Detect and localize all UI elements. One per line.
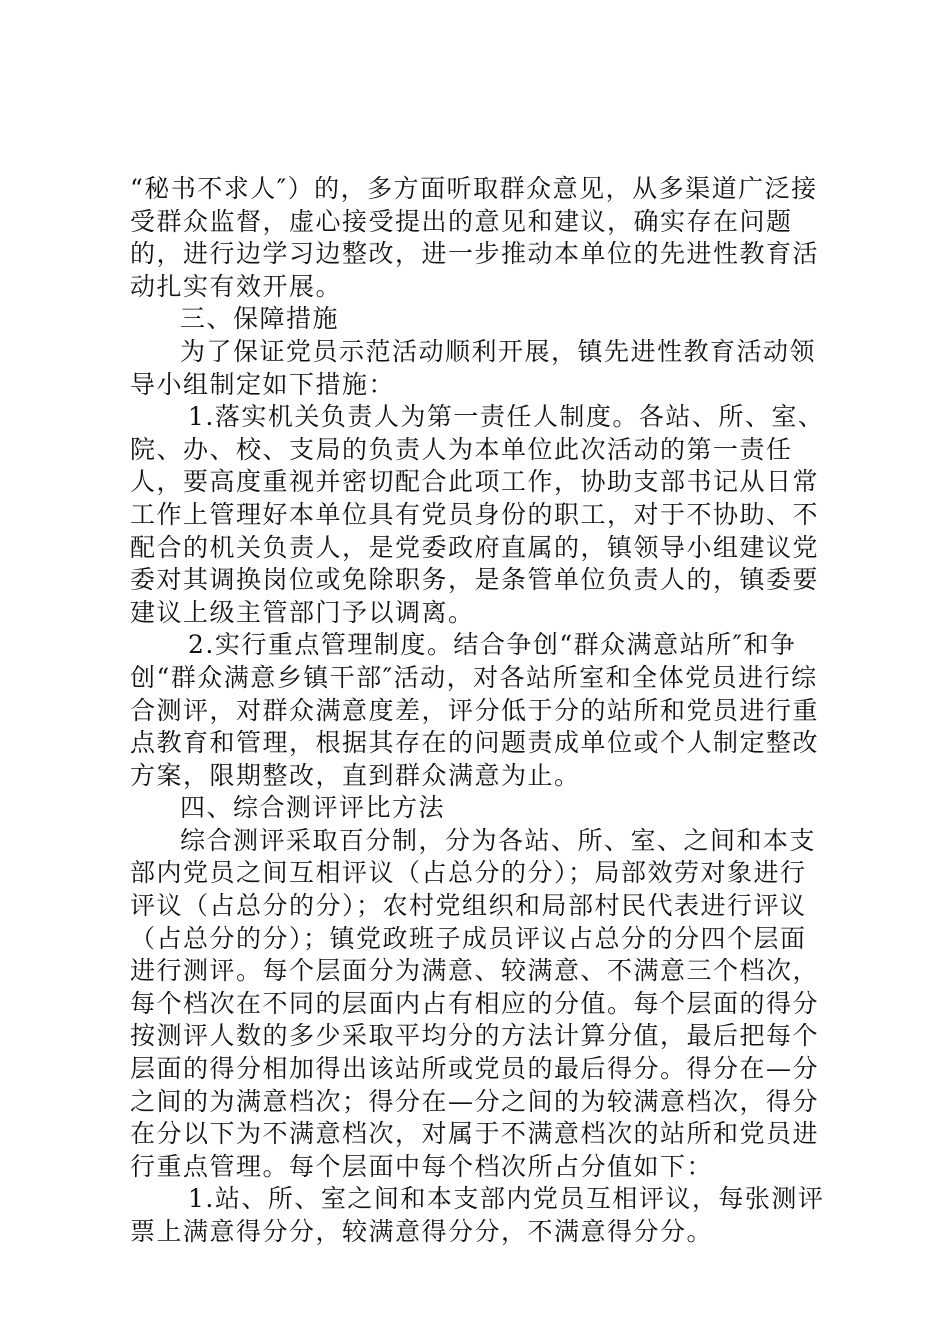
section-heading-evaluation: 四、综合测评评比方法 — [180, 793, 446, 823]
paragraph-evaluation-item-1: 1.站、所、室之间和本支部内党员互相评议，每张测评票上满意得分分，较满意得分分，不满意得分分。 — [130, 1184, 825, 1246]
paragraph-evaluation-method: 综合测评采取百分制，分为各站、所、室、之间和本支部内党员之间互相评议（占总分的分）；局部效劳对象进行评议（占总分的分）；农村党组织和局部村民代表进行评议（占总分的分）；镇党政班子成员评议占总分的分四个层面进行测评。每个层面分为满意、较满意、不满意三个档次，每个档次在不同的层面内占有相应的分值。每个层面的得分按测评人数的多少采取平均分的方法计算分值，最后把每个层面的得分相加得出该站所或党员的最后得分。得分在—分之间的为满意档次；得分在—分之间的为较满意档次，得分在分以下为不满意档次，对属于不满意档次的站所和党员进行重点管理。每个层面中每个档次所占分值如下： — [130, 825, 820, 1181]
document-body — [130, 173, 830, 1249]
section-heading-safeguards: 三、保障措施 — [180, 304, 340, 334]
paragraph-safeguards-intro: 为了保证党员示范活动顺利开展，镇先进性教育活动领导小组制定如下措施： — [130, 336, 817, 399]
paragraph-continuation: “秘书不求人″）的，多方面听取群众意见，从多渠道广泛接受群众监督，虚心接受提出的意见和建议，确实存在问题的，进行边学习边整改，进一步推动本单位的先进性教育活动扎实有效开展。 — [130, 174, 820, 301]
paragraph-measure-2: 2.实行重点管理制度。结合争创“群众满意站所″和争创“群众满意乡镇干部″活动，对各站所室和全体党员进行综合测评，对群众满意度差，评分低于分的站所和党员进行重点教育和管理，根据其存在的问题责成单位或个人制定整改方案，限期整改，直到群众满意为止。 — [130, 630, 820, 790]
paragraph-measure-1: 1.落实机关负责人为第一责任人制度。各站、所、室、院、办、校、支局的负责人为本单位此次活动的第一责任人，要高度重视并密切配合此项工作，协助支部书记从日常工作上管理好本单位具有党员身份的职工，对于不协助、不配合的机关负责人，是党委政府直属的，镇领导小组建议党委对其调换岗位或免除职务，是条管单位负责人的，镇委要建议上级主管部门予以调离。 — [130, 402, 825, 627]
